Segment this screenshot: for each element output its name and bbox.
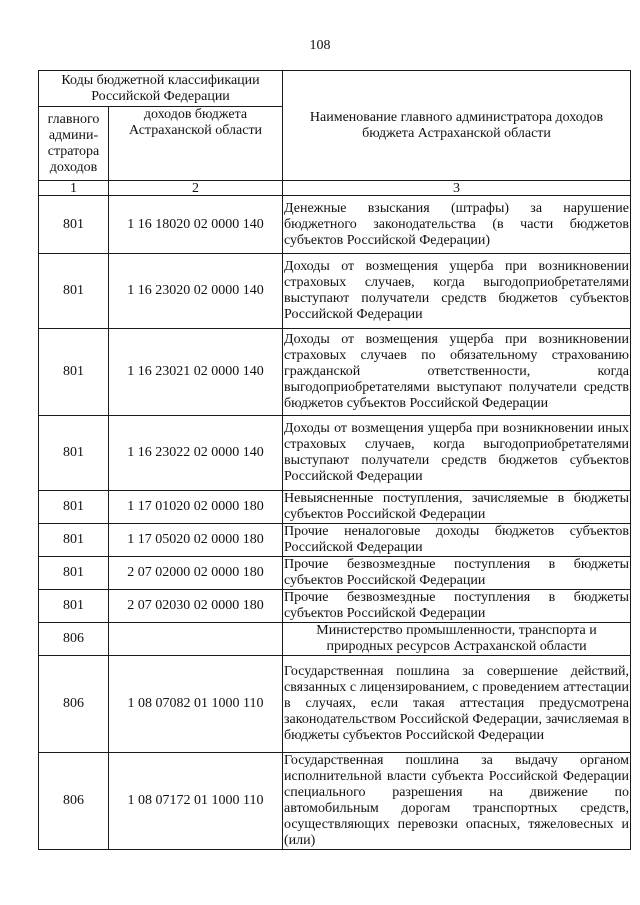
income-name: Денежные взыскания (штрафы) за нарушение бюджетного законодательства (в части бюджетов субъектов Российской Федерации) [283, 196, 631, 254]
ministry-name: Министерство промышленности, транспорта и природных ресурсов Астраханской области [283, 623, 631, 656]
header-codes-group: Коды бюджетной классификации Российской Федерации [39, 71, 283, 107]
income-code: 1 08 07172 01 1000 110 [109, 753, 283, 850]
table-row [39, 557, 631, 590]
income-name: Доходы от возмещения ущерба при возникновении иных страховых случаев, когда выгодоприобретателями выступают получатели средств бюджетов субъектов Российской Федерации [283, 416, 631, 491]
income-code: 2 07 02000 02 0000 180 [109, 557, 283, 590]
column-number-1: 1 [39, 181, 109, 196]
header-income-column: доходов бюджета Астраханской области [109, 107, 283, 181]
income-name: Невыясненные поступления, зачисляемые в бюджеты субъектов Российской Федерации [284, 491, 630, 522]
income-name: Доходы от возмещения ущерба при возникновении страховых случаев, когда выгодоприобретателями выступают получатели средств бюджетов субъектов Российской Федерации [283, 254, 631, 329]
table-row [39, 491, 631, 524]
admin-code: 806 [39, 623, 109, 656]
income-name-cell [283, 753, 631, 850]
income-code: 1 08 07082 01 1000 110 [109, 656, 283, 753]
table-row [39, 196, 631, 254]
income-name: Прочие неналоговые доходы бюджетов субъектов Российской Федерации [284, 524, 630, 555]
income-name: Прочие безвозмездные поступления в бюджеты субъектов Российской Федерации [284, 557, 630, 588]
table-row [39, 416, 631, 491]
income-name: Государственная пошлина за совершение действий, связанных с лицензированием, с проведением аттестации в случаях, если такая аттестация предусмотрена законодательством Российской Федерации, зачисляемая в бюджеты субъектов Российской Федерации [283, 656, 631, 753]
income-name: Доходы от возмещения ущерба при возникновении страховых случаев по обязательному страхованию гражданской ответственности, когда выгодоприобретателями выступают получатели средств бюджетов субъектов Российской Федерации [283, 329, 631, 416]
header-admin-column: главного админи-стратора доходов [39, 107, 109, 181]
admin-code: 801 [39, 196, 109, 254]
admin-code: 801 [39, 329, 109, 416]
admin-code: 801 [39, 254, 109, 329]
income-code: 2 07 02030 02 0000 180 [109, 590, 283, 623]
admin-code: 801 [39, 416, 109, 491]
admin-code: 801 [39, 491, 109, 524]
column-number-2: 2 [109, 181, 283, 196]
income-code: 1 16 23022 02 0000 140 [109, 416, 283, 491]
page-number: 108 [309, 38, 331, 53]
admin-code: 801 [39, 557, 109, 590]
admin-code: 806 [39, 656, 109, 753]
income-code [109, 623, 283, 656]
income-name: Прочие безвозмездные поступления в бюджеты субъектов Российской Федерации [284, 590, 630, 621]
income-code: 1 16 23021 02 0000 140 [109, 329, 283, 416]
admin-code: 806 [39, 753, 109, 850]
table-row [39, 623, 631, 656]
income-code: 1 16 18020 02 0000 140 [109, 196, 283, 254]
table-row [39, 524, 631, 557]
table-row [39, 590, 631, 623]
income-code: 1 17 05020 02 0000 180 [109, 524, 283, 557]
admin-code: 801 [39, 524, 109, 557]
budget-classification-table [38, 70, 631, 850]
admin-code: 801 [39, 590, 109, 623]
table-row [39, 753, 631, 850]
income-name: Государственная пошлина за выдачу органом исполнительной власти субъекта Российской Федерации специального разрешения на движение по автомобильным дорогам транспортных средств, осуществляющих перевозки опасных, тяжеловесных и (или) [284, 753, 630, 848]
column-number-3: 3 [283, 181, 631, 196]
table-row [39, 254, 631, 329]
table-row [39, 656, 631, 753]
income-code: 1 17 01020 02 0000 180 [109, 491, 283, 524]
header-name-column: Наименование главного администратора доходов бюджета Астраханской области [283, 71, 631, 181]
income-code: 1 16 23020 02 0000 140 [109, 254, 283, 329]
table-row [39, 329, 631, 416]
